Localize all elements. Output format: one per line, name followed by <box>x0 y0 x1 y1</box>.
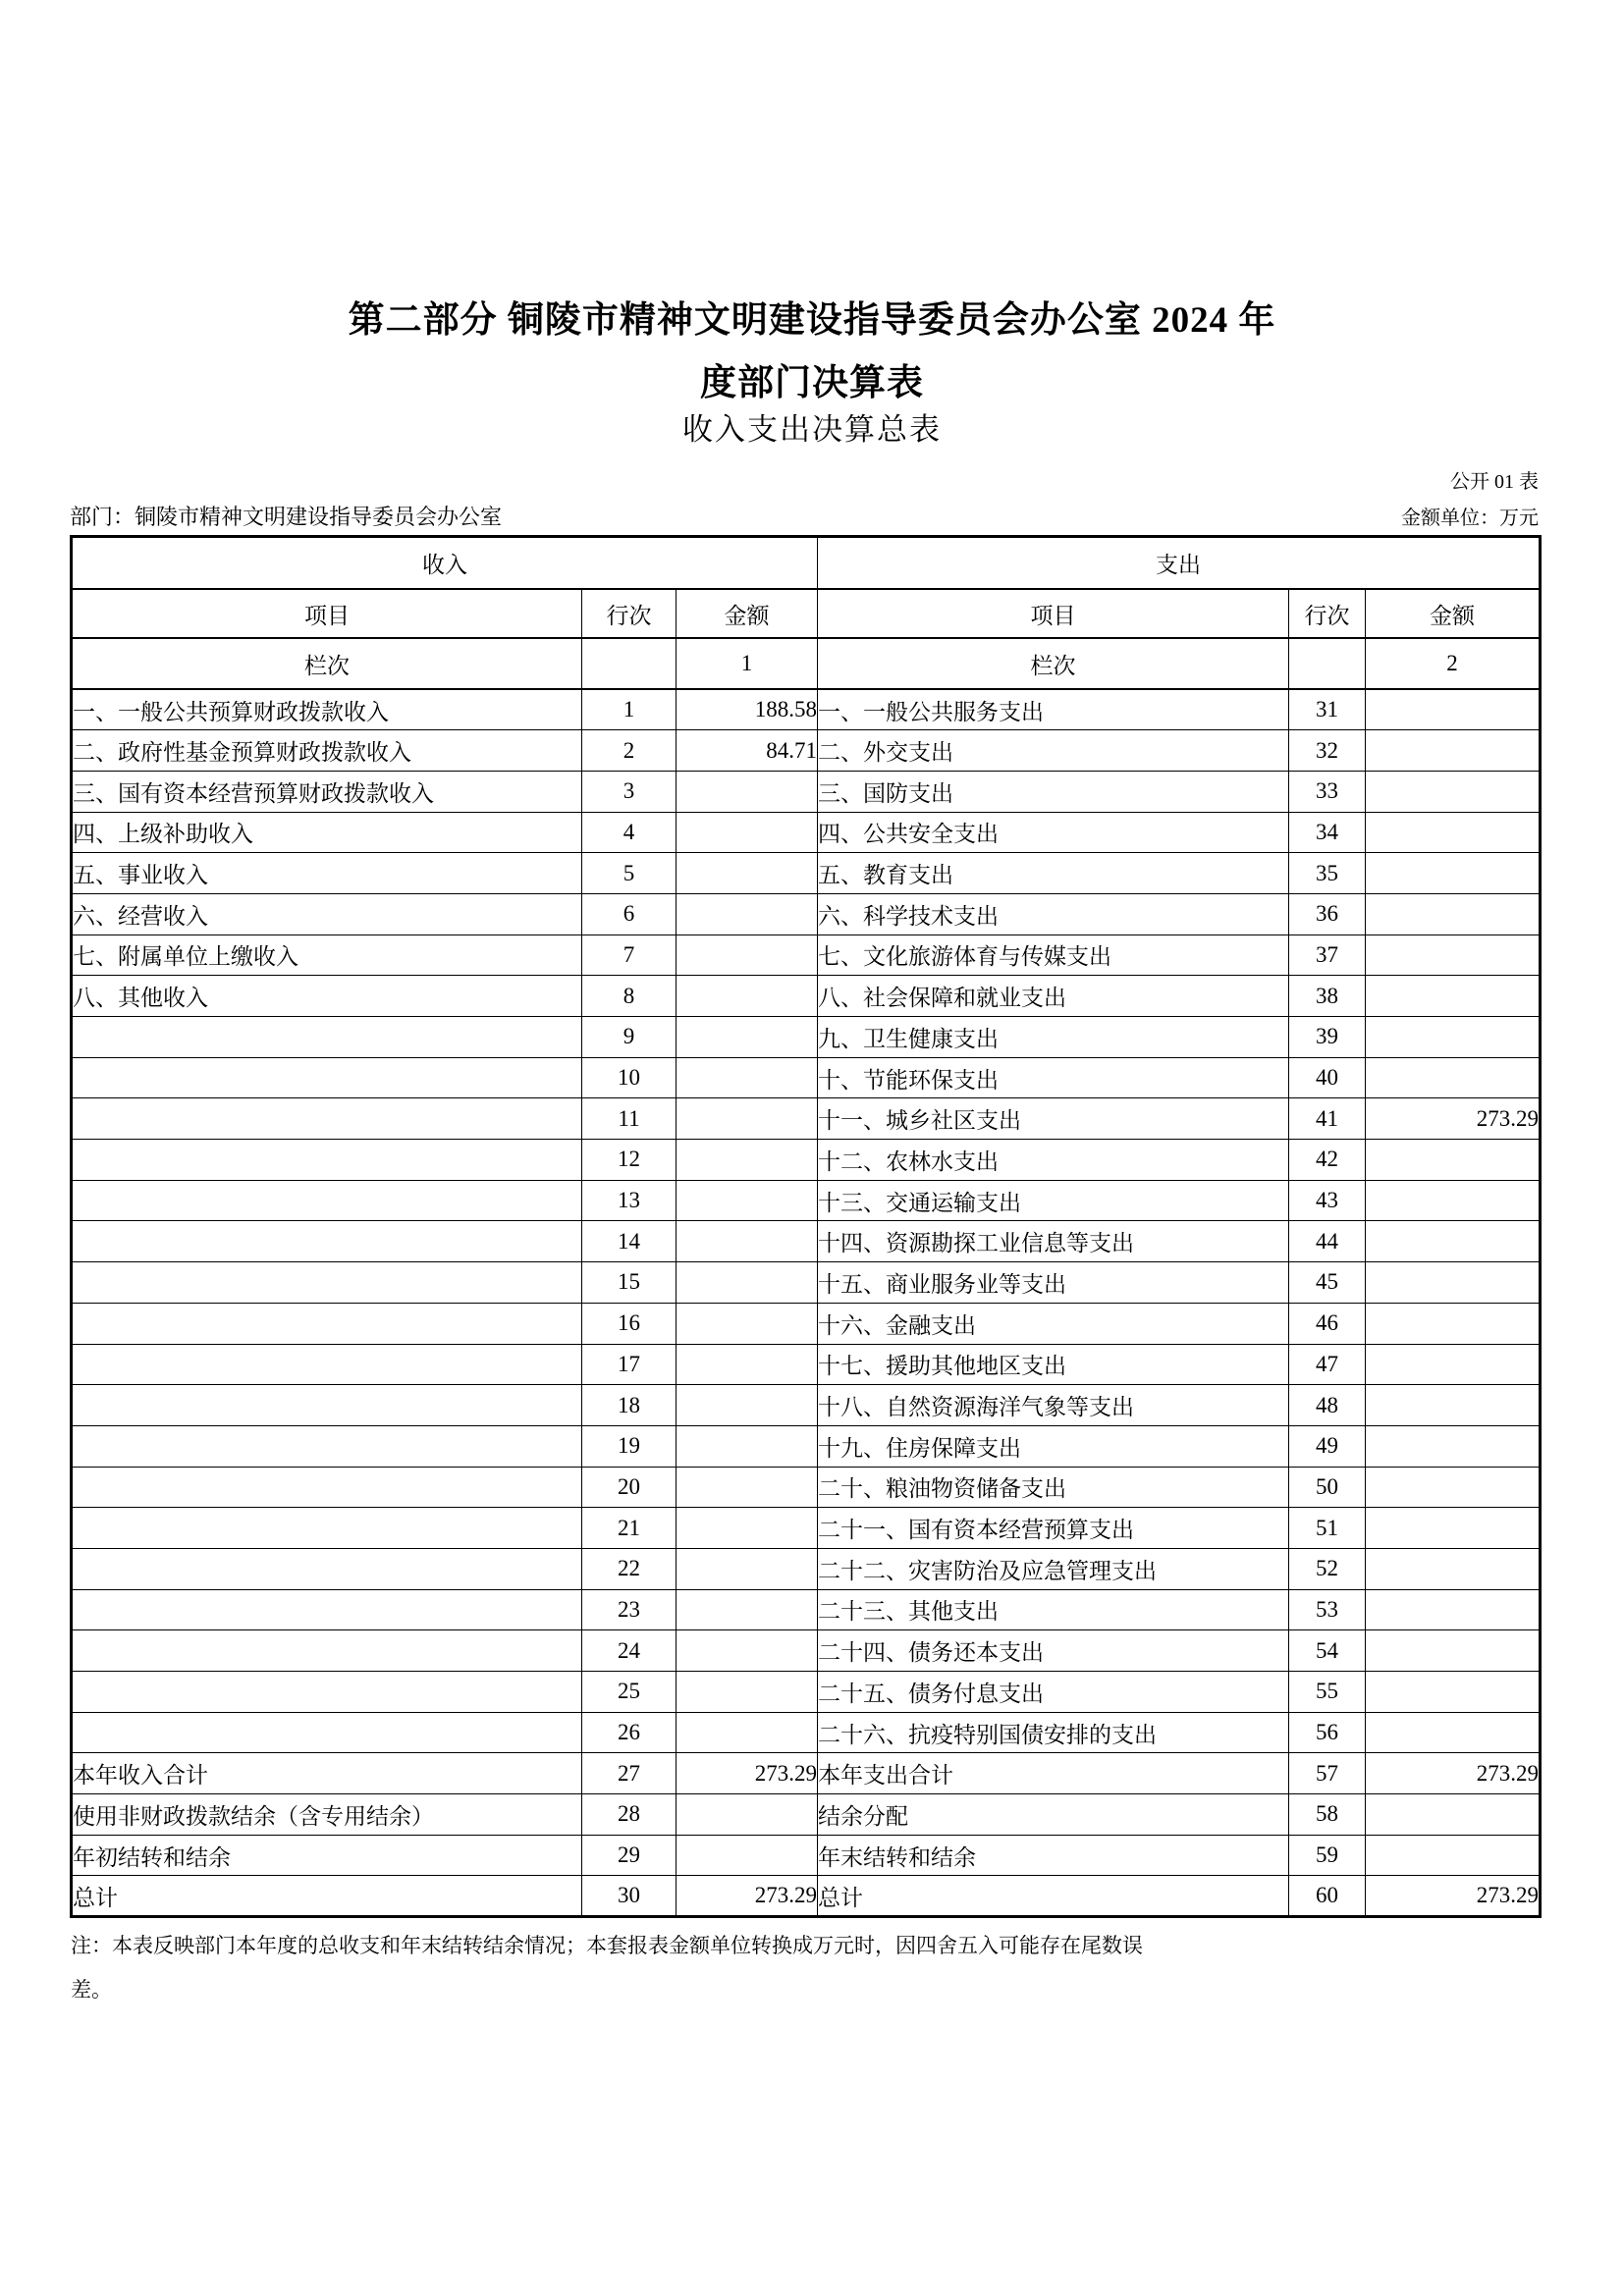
expense-amount-cell <box>1366 853 1541 894</box>
income-item-cell <box>72 1425 582 1467</box>
expense-line-cell: 59 <box>1289 1835 1366 1876</box>
expense-amount-cell <box>1366 1057 1541 1098</box>
title-line-1: 第二部分 铜陵市精神文明建设指导委员会办公室 2024 年 <box>348 300 1276 341</box>
income-item-cell <box>72 1712 582 1753</box>
expense-section-header: 支出 <box>818 537 1541 590</box>
table-row <box>72 1017 1541 1058</box>
table-subtitle: 收入支出决算总表 <box>682 412 942 447</box>
table-row <box>72 1221 1541 1262</box>
income-item-cell <box>72 1180 582 1221</box>
expense-item-cell: 二、外交支出 <box>818 730 1289 772</box>
expense-item-cell: 十七、援助其他地区支出 <box>818 1344 1289 1385</box>
income-line-cell: 12 <box>582 1140 677 1181</box>
income-line-cell: 22 <box>582 1548 677 1589</box>
income-amount-cell <box>677 771 818 812</box>
expense-amount-cell <box>1366 771 1541 812</box>
income-amount-cell <box>677 1548 818 1589</box>
expense-item-cell: 总计 <box>818 1876 1289 1917</box>
expense-line-cell: 50 <box>1289 1467 1366 1508</box>
expense-item-cell: 十、节能环保支出 <box>818 1057 1289 1098</box>
expense-line-cell: 49 <box>1289 1425 1366 1467</box>
income-item-cell: 一、一般公共预算财政拨款收入 <box>72 689 582 730</box>
income-item-cell <box>72 1140 582 1181</box>
income-item-cell: 使用非财政拨款结余（含专用结余） <box>72 1794 582 1836</box>
expense-amount-cell <box>1366 1672 1541 1713</box>
unit-label: 金额单位：万元 <box>1401 507 1539 529</box>
income-line-cell: 19 <box>582 1425 677 1467</box>
expense-line-cell: 56 <box>1289 1712 1366 1753</box>
income-amount-cell: 188.58 <box>677 689 818 730</box>
expense-line-cell: 33 <box>1289 771 1366 812</box>
expense-item-cell: 十一、城乡社区支出 <box>818 1098 1289 1140</box>
expense-item-cell: 二十三、其他支出 <box>818 1589 1289 1630</box>
table-row <box>72 1630 1541 1672</box>
expense-line-cell: 43 <box>1289 1180 1366 1221</box>
income-item-cell <box>72 1057 582 1098</box>
income-section-header: 收入 <box>72 537 818 590</box>
income-amount-cell <box>677 1385 818 1426</box>
income-item-cell: 四、上级补助收入 <box>72 812 582 853</box>
expense-amount-cell <box>1366 1794 1541 1836</box>
income-amount-cell <box>677 812 818 853</box>
income-amount-cell <box>677 853 818 894</box>
income-line-cell: 11 <box>582 1098 677 1140</box>
expense-amount-cell <box>1366 1385 1541 1426</box>
expense-item-cell: 三、国防支出 <box>818 771 1289 812</box>
income-item-cell <box>72 1467 582 1508</box>
income-line-cell: 9 <box>582 1017 677 1058</box>
income-amount-cell <box>677 1057 818 1098</box>
table-row <box>72 1098 1541 1140</box>
footnote-line-2: 差。 <box>71 1978 112 2002</box>
expense-item-cell: 八、社会保障和就业支出 <box>818 976 1289 1017</box>
expense-amount-cell <box>1366 730 1541 772</box>
income-line-header: 行次 <box>582 589 677 638</box>
table-row <box>72 934 1541 976</box>
expense-item-cell: 二十一、国有资本经营预算支出 <box>818 1508 1289 1549</box>
expense-item-cell: 十六、金融支出 <box>818 1303 1289 1344</box>
expense-item-cell: 十四、资源勘探工业信息等支出 <box>818 1221 1289 1262</box>
table-body <box>72 689 1541 1917</box>
income-item-cell <box>72 1548 582 1589</box>
income-line-cell: 28 <box>582 1794 677 1836</box>
expense-column-index: 2 <box>1366 638 1541 689</box>
income-amount-cell <box>677 1467 818 1508</box>
table-row <box>72 1303 1541 1344</box>
table-row <box>72 893 1541 934</box>
income-line-cell: 26 <box>582 1712 677 1753</box>
expense-item-cell: 二十二、灾害防治及应急管理支出 <box>818 1548 1289 1589</box>
table-row <box>72 1835 1541 1876</box>
income-amount-cell: 84.71 <box>677 730 818 772</box>
income-item-cell <box>72 1221 582 1262</box>
expense-item-cell: 七、文化旅游体育与传媒支出 <box>818 934 1289 976</box>
income-amount-cell <box>677 1017 818 1058</box>
expense-line-cell: 60 <box>1289 1876 1366 1917</box>
income-item-cell: 二、政府性基金预算财政拨款收入 <box>72 730 582 772</box>
section-header-row <box>72 537 1541 590</box>
income-line-cell: 8 <box>582 976 677 1017</box>
expense-amount-cell <box>1366 1140 1541 1181</box>
income-item-cell <box>72 1262 582 1304</box>
expense-item-cell: 十八、自然资源海洋气象等支出 <box>818 1385 1289 1426</box>
expense-item-cell: 五、教育支出 <box>818 853 1289 894</box>
income-amount-cell <box>677 893 818 934</box>
income-amount-cell <box>677 976 818 1017</box>
income-line-cell: 18 <box>582 1385 677 1426</box>
income-line-cell: 3 <box>582 771 677 812</box>
income-amount-cell <box>677 1262 818 1304</box>
expense-line-cell: 57 <box>1289 1753 1366 1794</box>
income-item-cell: 三、国有资本经营预算财政拨款收入 <box>72 771 582 812</box>
table-row <box>72 1344 1541 1385</box>
table-row <box>72 976 1541 1017</box>
expense-line-cell: 40 <box>1289 1057 1366 1098</box>
income-item-cell: 六、经营收入 <box>72 893 582 934</box>
income-item-header: 项目 <box>72 589 582 638</box>
income-line-cell: 24 <box>582 1630 677 1672</box>
table-row <box>72 689 1541 730</box>
expense-line-cell: 51 <box>1289 1508 1366 1549</box>
expense-item-header: 项目 <box>818 589 1289 638</box>
expense-line-cell: 42 <box>1289 1140 1366 1181</box>
income-line-cell: 5 <box>582 853 677 894</box>
expense-amount-cell <box>1366 976 1541 1017</box>
income-amount-cell <box>677 1712 818 1753</box>
income-amount-cell <box>677 1221 818 1262</box>
income-line-cell: 6 <box>582 893 677 934</box>
expense-item-cell: 二十四、债务还本支出 <box>818 1630 1289 1672</box>
expense-amount-cell <box>1366 1508 1541 1549</box>
income-item-cell: 五、事业收入 <box>72 853 582 894</box>
expense-item-cell: 九、卫生健康支出 <box>818 1017 1289 1058</box>
expense-item-cell: 六、科学技术支出 <box>818 893 1289 934</box>
expense-line-cell: 34 <box>1289 812 1366 853</box>
column-index-row <box>72 638 1541 689</box>
expense-line-cell: 32 <box>1289 730 1366 772</box>
expense-item-cell: 十九、住房保障支出 <box>818 1425 1289 1467</box>
expense-amount-cell <box>1366 893 1541 934</box>
expense-amount-cell <box>1366 1548 1541 1589</box>
income-amount-cell <box>677 1589 818 1630</box>
expense-line-cell: 47 <box>1289 1344 1366 1385</box>
expense-item-cell: 二十六、抗疫特别国债安排的支出 <box>818 1712 1289 1753</box>
table-row <box>72 1712 1541 1753</box>
income-line-cell: 14 <box>582 1221 677 1262</box>
income-line-cell: 25 <box>582 1672 677 1713</box>
table-row <box>72 1589 1541 1630</box>
income-line-cell: 20 <box>582 1467 677 1508</box>
expense-line-cell: 37 <box>1289 934 1366 976</box>
income-line-cell: 16 <box>582 1303 677 1344</box>
expense-amount-cell <box>1366 812 1541 853</box>
table-row <box>72 1180 1541 1221</box>
expense-line-cell: 55 <box>1289 1672 1366 1713</box>
expense-line-cell: 41 <box>1289 1098 1366 1140</box>
income-item-cell <box>72 1098 582 1140</box>
income-item-cell: 八、其他收入 <box>72 976 582 1017</box>
expense-line-cell: 44 <box>1289 1221 1366 1262</box>
expense-amount-cell <box>1366 934 1541 976</box>
table-code: 公开 01 表 <box>1450 471 1539 493</box>
income-line-cell: 7 <box>582 934 677 976</box>
income-amount-cell <box>677 1303 818 1344</box>
income-line-cell: 2 <box>582 730 677 772</box>
expense-line-cell: 52 <box>1289 1548 1366 1589</box>
expense-amount-cell <box>1366 689 1541 730</box>
expense-lanci-label: 栏次 <box>818 638 1289 689</box>
income-line-cell: 29 <box>582 1835 677 1876</box>
income-amount-cell: 273.29 <box>677 1876 818 1917</box>
income-item-cell: 年初结转和结余 <box>72 1835 582 1876</box>
income-amount-cell: 273.29 <box>677 1753 818 1794</box>
expense-line-cell: 45 <box>1289 1262 1366 1304</box>
table-row <box>72 1140 1541 1181</box>
expense-item-cell: 十二、农林水支出 <box>818 1140 1289 1181</box>
income-item-cell <box>72 1630 582 1672</box>
expense-amount-cell <box>1366 1221 1541 1262</box>
income-line-cell: 4 <box>582 812 677 853</box>
table-row <box>72 1876 1541 1917</box>
income-amount-cell <box>677 1508 818 1549</box>
expense-amount-cell: 273.29 <box>1366 1098 1541 1140</box>
expense-line-cell: 35 <box>1289 853 1366 894</box>
expense-line-cell: 31 <box>1289 689 1366 730</box>
income-amount-cell <box>677 1794 818 1836</box>
table-row <box>72 1467 1541 1508</box>
expense-amount-header: 金额 <box>1366 589 1541 638</box>
meta-row <box>70 499 1539 532</box>
expense-amount-cell <box>1366 1467 1541 1508</box>
expense-line-cell: 58 <box>1289 1794 1366 1836</box>
table-row <box>72 1508 1541 1549</box>
income-item-cell <box>72 1508 582 1549</box>
table-row <box>72 1672 1541 1713</box>
expense-amount-cell: 273.29 <box>1366 1753 1541 1794</box>
expense-item-cell: 年末结转和结余 <box>818 1835 1289 1876</box>
income-line-cell: 17 <box>582 1344 677 1385</box>
expense-item-cell: 十三、交通运输支出 <box>818 1180 1289 1221</box>
table-row <box>72 1057 1541 1098</box>
expense-line-cell: 46 <box>1289 1303 1366 1344</box>
expense-line-cell: 36 <box>1289 893 1366 934</box>
column-header-row <box>72 589 1541 638</box>
income-item-cell: 本年收入合计 <box>72 1753 582 1794</box>
income-item-cell <box>72 1589 582 1630</box>
expense-amount-cell: 273.29 <box>1366 1876 1541 1917</box>
table-row <box>72 853 1541 894</box>
income-line-cell: 10 <box>582 1057 677 1098</box>
income-amount-cell <box>677 1630 818 1672</box>
income-amount-cell <box>677 1425 818 1467</box>
table-row <box>72 1548 1541 1589</box>
expense-item-cell: 二十、粮油物资储备支出 <box>818 1467 1289 1508</box>
income-amount-header: 金额 <box>677 589 818 638</box>
footnote-line-1: 注：本表反映部门本年度的总收支和年末结转结余情况；本套报表金额单位转换成万元时，因四舍五入可能存在尾数误 <box>71 1934 1143 1957</box>
expense-item-cell: 十五、商业服务业等支出 <box>818 1262 1289 1304</box>
footnote <box>71 1924 1543 2012</box>
table-row <box>72 1385 1541 1426</box>
table-row <box>72 730 1541 772</box>
expense-amount-cell <box>1366 1589 1541 1630</box>
expense-lanci-line-cell <box>1289 638 1366 689</box>
expense-amount-cell <box>1366 1425 1541 1467</box>
income-line-cell: 27 <box>582 1753 677 1794</box>
expense-line-cell: 53 <box>1289 1589 1366 1630</box>
expense-item-cell: 一、一般公共服务支出 <box>818 689 1289 730</box>
income-item-cell <box>72 1672 582 1713</box>
table-row <box>72 1425 1541 1467</box>
income-line-cell: 13 <box>582 1180 677 1221</box>
expense-amount-cell <box>1366 1835 1541 1876</box>
expense-amount-cell <box>1366 1344 1541 1385</box>
expense-item-cell: 结余分配 <box>818 1794 1289 1836</box>
table-row <box>72 1753 1541 1794</box>
expense-line-cell: 39 <box>1289 1017 1366 1058</box>
income-lanci-label: 栏次 <box>72 638 582 689</box>
expense-line-cell: 54 <box>1289 1630 1366 1672</box>
table-row <box>72 771 1541 812</box>
expense-item-cell: 四、公共安全支出 <box>818 812 1289 853</box>
title-line-2: 度部门决算表 <box>700 363 924 403</box>
income-item-cell <box>72 1385 582 1426</box>
expense-amount-cell <box>1366 1180 1541 1221</box>
income-item-cell <box>72 1017 582 1058</box>
income-amount-cell <box>677 1835 818 1876</box>
expense-amount-cell <box>1366 1262 1541 1304</box>
income-line-cell: 30 <box>582 1876 677 1917</box>
expense-line-header: 行次 <box>1289 589 1366 638</box>
income-line-cell: 1 <box>582 689 677 730</box>
income-amount-cell <box>677 934 818 976</box>
table-row <box>72 812 1541 853</box>
income-amount-cell <box>677 1140 818 1181</box>
table-row <box>72 1794 1541 1836</box>
income-line-cell: 21 <box>582 1508 677 1549</box>
income-item-cell: 总计 <box>72 1876 582 1917</box>
document-title <box>0 290 1624 415</box>
income-lanci-line-cell <box>582 638 677 689</box>
expense-line-cell: 38 <box>1289 976 1366 1017</box>
expense-item-cell: 二十五、债务付息支出 <box>818 1672 1289 1713</box>
income-amount-cell <box>677 1098 818 1140</box>
income-amount-cell <box>677 1344 818 1385</box>
income-line-cell: 15 <box>582 1262 677 1304</box>
department-label: 部门：铜陵市精神文明建设指导委员会办公室 <box>70 505 503 529</box>
expense-item-cell: 本年支出合计 <box>818 1753 1289 1794</box>
expense-amount-cell <box>1366 1303 1541 1344</box>
income-amount-cell <box>677 1672 818 1713</box>
income-item-cell: 七、附属单位上缴收入 <box>72 934 582 976</box>
expense-amount-cell <box>1366 1712 1541 1753</box>
expense-amount-cell <box>1366 1630 1541 1672</box>
income-expense-table <box>70 535 1542 1918</box>
income-item-cell <box>72 1303 582 1344</box>
income-line-cell: 23 <box>582 1589 677 1630</box>
income-column-index: 1 <box>677 638 818 689</box>
expense-line-cell: 48 <box>1289 1385 1366 1426</box>
income-item-cell <box>72 1344 582 1385</box>
income-amount-cell <box>677 1180 818 1221</box>
table-row <box>72 1262 1541 1304</box>
expense-amount-cell <box>1366 1017 1541 1058</box>
